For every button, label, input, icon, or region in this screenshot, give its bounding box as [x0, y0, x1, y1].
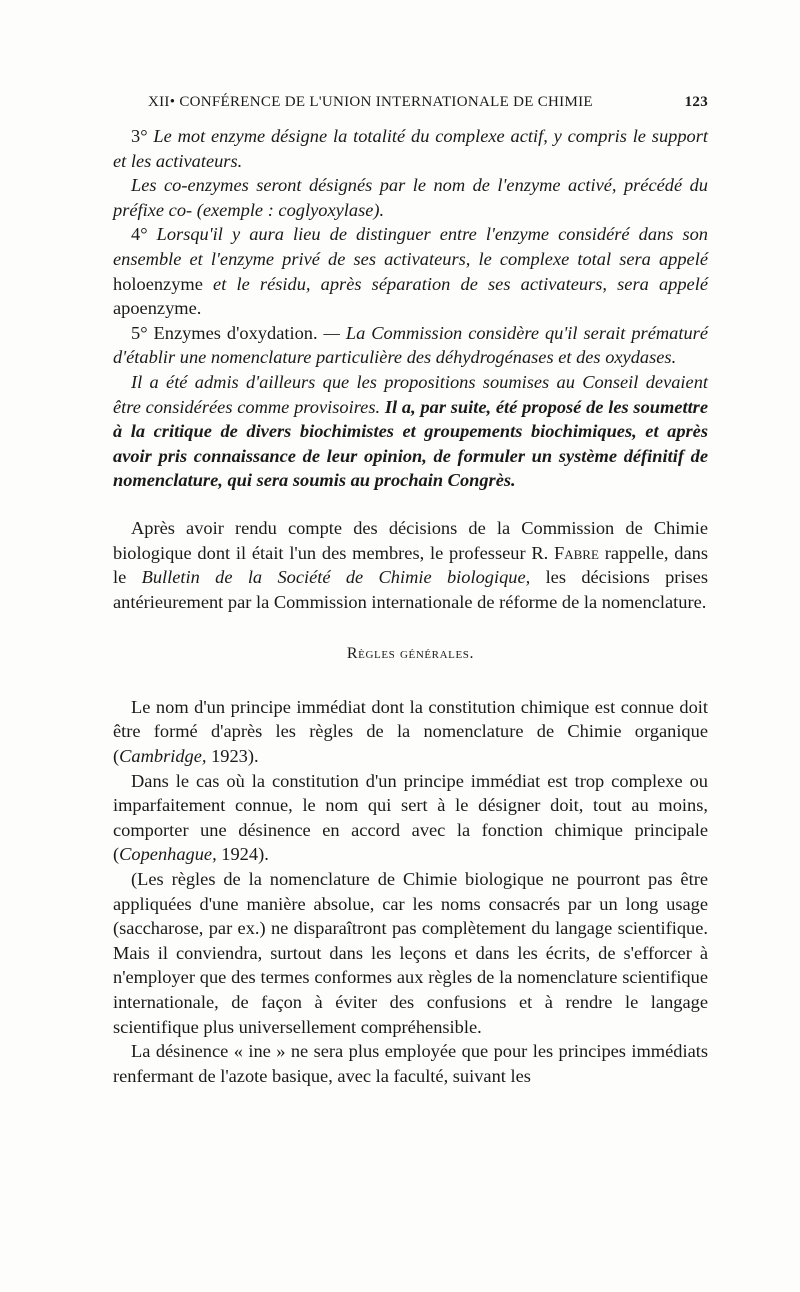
paragraph-name-rule	[113, 695, 708, 769]
section-title: Règles générales.	[346, 645, 475, 663]
complex-case-text-a: Dans le cas où la constitution d'un principe immédiat est trop complexe ou imparfaitement connue, le nom qui sert à le désigner doit, tout au moins, comporter une désinence en accord avec la fonction chimique principale (	[113, 770, 708, 865]
page-number: 123	[684, 94, 708, 110]
copenhague: Copenhague,	[119, 844, 217, 865]
paragraph-usage-rules: (Les règles de la nomenclature de Chimie biologique ne pourront pas être appliquées d'une manière absolue, car les noms consacrés par un long usage (saccharose, par ex.) ne disparaîtront pas complètement du langage scientifique. Mais il conviendra, surtout dans les leçons et dans les écrits, de s'efforcer à n'employer que des termes conformes aux règles de la nomenclature scientifique internationale, de façon à éviter des confusions et à rendre le langage scientifique plus universellement compréhensible.	[113, 869, 708, 1037]
term-apoenzyme: apoenzyme.	[113, 298, 202, 319]
paragraph-rule-5	[113, 321, 708, 370]
paragraph-ine-suffix: La désinence « ine » ne sera plus employée que pour les principes immédiats renfermant de l'azote basique, avec la faculté, suivant les	[113, 1041, 708, 1086]
rule-3-number: 3°	[131, 126, 154, 146]
rule-5-text: — La Commission considère qu'il serait prématuré d'établir une nomenclature particulière des déhydrogénases et des oxydases.	[113, 322, 708, 368]
paragraph-fabre	[113, 516, 708, 614]
running-header	[148, 94, 708, 114]
paragraph-provisional	[113, 370, 708, 493]
paragraph-coenzymes: Les co-enzymes seront désignés par le nom de l'enzyme activé, précédé du préfixe co- (exemple : coglyoxylase).	[113, 175, 708, 220]
rule-4-text-b: et le résidu, après séparation de ses activateurs, sera appelé	[202, 273, 708, 294]
rule-3-text: Le mot enzyme désigne la totalité du complexe actif, y compris le support et les activateurs.	[113, 126, 709, 171]
fabre-text-b: rappelle, dans le	[113, 542, 708, 588]
body-text	[113, 124, 708, 1088]
running-title: XII• CONFÉRENCE DE L'UNION INTERNATIONALE DE CHIMIE	[148, 94, 593, 110]
paragraph-rule-3	[113, 124, 708, 173]
name-rule-text-b: 1923).	[206, 746, 259, 767]
spacer	[113, 667, 708, 695]
rule-4-text-a: Lorsqu'il y aura lieu de distinguer entre l'enzyme considéré dans son ensemble et l'enzyme privé de ses activateurs, le complexe total sera appelé	[113, 224, 708, 269]
fabre-text-c: les décisions prises antérieurement par la Commission internationale de réforme de la nomenclature.	[113, 567, 708, 612]
provisional-text-b: Il a, par suite, été proposé de les soumettre à la critique de divers biochimistes et groupements biochimiques, et après avoir pris connaissance de leur opinion, de formuler un système définitif de nomenclature, qui sera soumis au prochain Congrès.	[113, 396, 708, 491]
rule-4-number: 4°	[131, 224, 157, 245]
spacer	[113, 493, 708, 516]
cambridge: Cambridge,	[119, 746, 207, 767]
provisional-text-a: Il a été admis d'ailleurs que les propositions soumises au Conseil devaient être considérées comme provisoires.	[113, 371, 708, 417]
paragraph-rule-4	[113, 222, 708, 320]
author-name: Fabre	[554, 542, 599, 563]
bulletin-title: Bulletin de la Société de Chimie biologique,	[141, 567, 531, 588]
spacer	[113, 614, 708, 642]
paragraph-complex-case	[113, 769, 708, 867]
rule-5-heading: 5° Enzymes d'oxydation.	[131, 322, 324, 343]
term-holoenzyme: holoenzyme	[113, 273, 203, 294]
fabre-text-a: Après avoir rendu compte des décisions de la Commission de Chimie biologique dont il était l'un des membres, le professeur R.	[113, 517, 708, 563]
name-rule-text-a: Le nom d'un principe immédiat dont la constitution chimique est connue doit être formé d'après les règles de la nomenclature de Chimie organique (	[113, 696, 708, 767]
complex-case-text-b: 1924).	[216, 844, 269, 865]
